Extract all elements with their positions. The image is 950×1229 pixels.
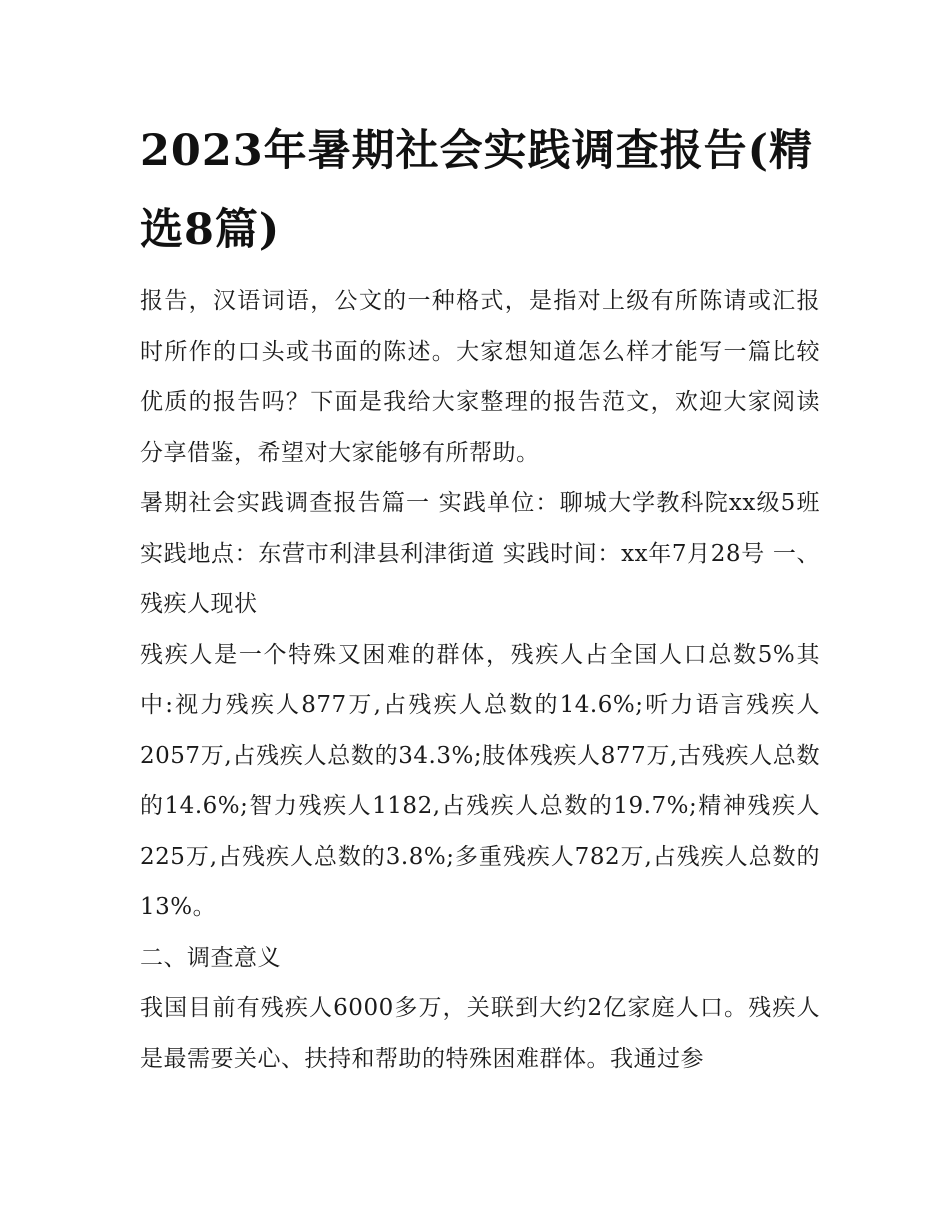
intro-paragraph: 报告，汉语词语，公文的一种格式，是指对上级有所陈请或汇报时所作的口头或书面的陈述。大家想知道怎么样才能写一篇比较优质的报告吗？下面是我给大家整理的报告范文，欢迎大家阅读分享借鉴，希望对大家能够有所帮助。 (140, 288, 820, 466)
disability-status-paragraph: 残疾人是一个特殊又困难的群体，残疾人占全国人口总数5%其中:视力残疾人877万,占残疾人总数的14.6%;听力语言残疾人2057万,占残疾人总数的34.3%;肢体残疾人877万,古残疾人总数的14.6%;智力残疾人1182,占残疾人总数的19.7%;精神残疾人225万,占残疾人总数的3.8%;多重残疾人782万,占残疾人总数的13%。 (140, 641, 820, 920)
survey-significance-paragraph: 我国目前有残疾人6000多万，关联到大约2亿家庭人口。残疾人是最需要关心、扶持和帮助的特殊困难群体。我通过参 (140, 995, 820, 1072)
document-title: 2023年暑期社会实践调查报告(精选8篇) (140, 126, 814, 255)
practice-info-paragraph: 暑期社会实践调查报告篇一 实践单位：聊城大学教科院xx级5班 实践地点：东营市利津县利津街道 实践时间：xx年7月28号 一、残疾人现状 (140, 490, 820, 617)
document-page (140, 112, 820, 1084)
section-heading-survey-significance: 二、调查意义 (140, 944, 281, 971)
